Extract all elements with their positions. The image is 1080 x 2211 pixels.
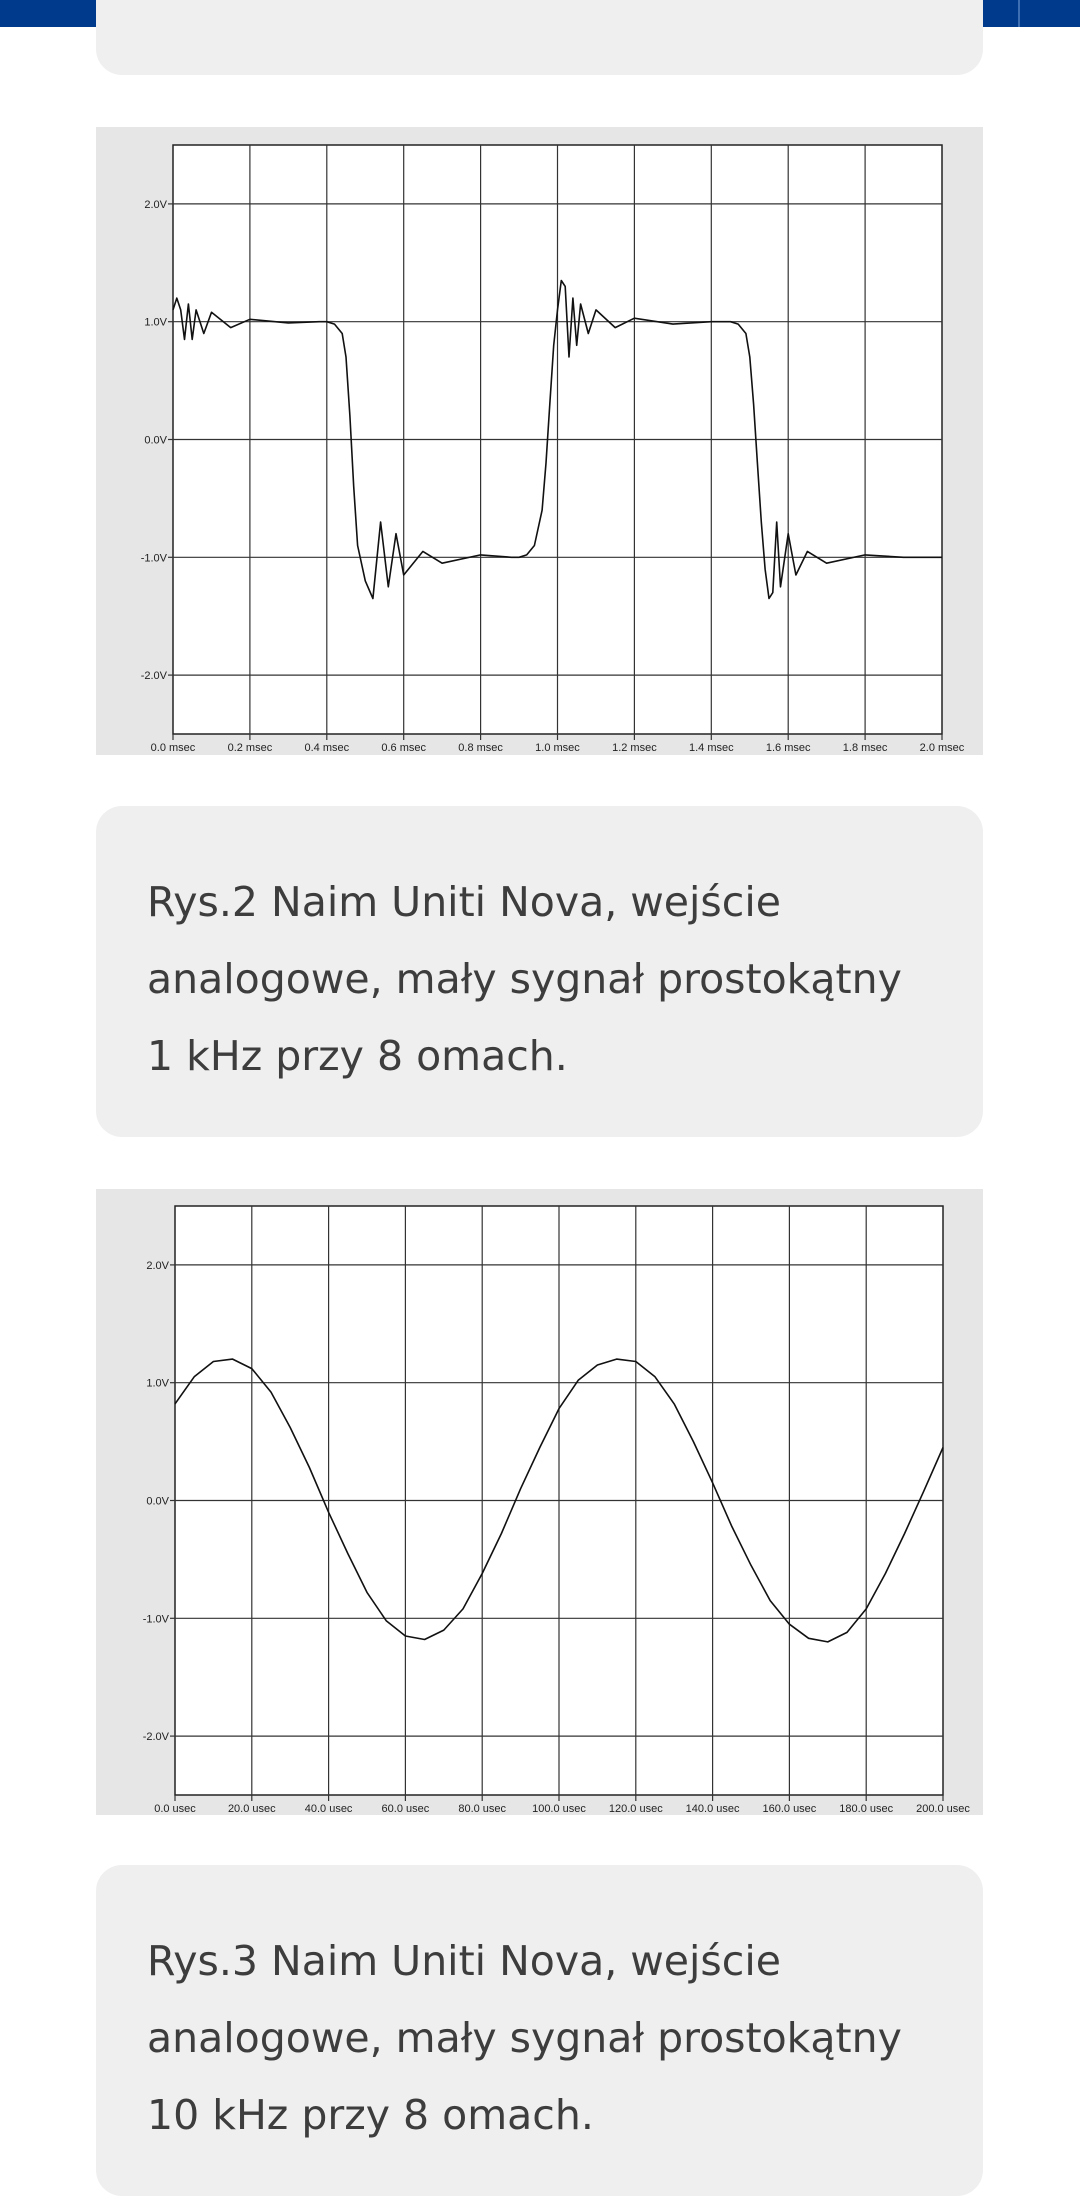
x-tick-label: 0.8 msec [458,742,503,754]
x-tick-label: 180.0 usec [839,1803,894,1815]
y-tick-label: -1.0V [142,1613,169,1626]
x-tick-label: 120.0 usec [608,1803,663,1815]
y-tick-label: 2.0V [146,1259,169,1272]
x-tick-label: 60.0 usec [381,1803,430,1815]
x-tick-label: 0.6 msec [381,742,427,754]
y-tick-label: 1.0V [146,1377,169,1390]
x-tick-label: 1.2 msec [612,742,657,754]
y-tick-label: -2.0V [142,1731,169,1744]
x-tick-label: 0.4 msec [304,742,350,754]
oscilloscope-chart-10khz [96,1189,983,1815]
x-tick-label: 0.0 usec [154,1803,196,1815]
figure-caption: Rys.3 Naim Uniti Nova, wejście analogowe, mały sygnał prostokątny 10 kHz przy 8 omach. [147,1937,902,2139]
x-tick-label: 140.0 usec [685,1803,740,1815]
x-tick-label: 1.8 msec [842,742,888,754]
y-tick-label: -2.0V [140,670,167,683]
x-tick-label: 160.0 usec [762,1803,817,1815]
y-tick-label: 0.0V [144,434,167,447]
x-tick-label: 0.0 msec [150,742,196,754]
figure-caption: Rys.2 Naim Uniti Nova, wejście analogowe, mały sygnał prostokątny 1 kHz przy 8 omach. [147,878,902,1080]
y-tick-label: 1.0V [144,316,167,329]
x-tick-label: 40.0 usec [304,1803,353,1815]
figure-square-wave-1khz [96,127,983,755]
x-tick-label: 1.6 msec [765,742,811,754]
y-tick-label: 2.0V [144,198,167,211]
figure-caption-card [96,806,983,1137]
x-tick-label: 1.4 msec [688,742,734,754]
y-tick-label: 0.0V [146,1495,169,1508]
x-tick-label: 80.0 usec [458,1803,507,1815]
x-tick-label: 20.0 usec [227,1803,276,1815]
figure-square-wave-10khz [96,1189,983,1815]
nav-separator [1018,0,1020,27]
x-tick-label: 0.2 msec [227,742,273,754]
x-tick-label: 200.0 usec [916,1803,970,1815]
figure-caption-card [96,1865,983,2196]
oscilloscope-chart-1khz [96,127,983,755]
y-tick-label: -1.0V [140,552,167,565]
previous-caption-card [96,0,983,75]
x-tick-label: 1.0 msec [535,742,580,754]
x-tick-label: 100.0 usec [532,1803,586,1815]
x-tick-label: 2.0 msec [919,742,965,754]
